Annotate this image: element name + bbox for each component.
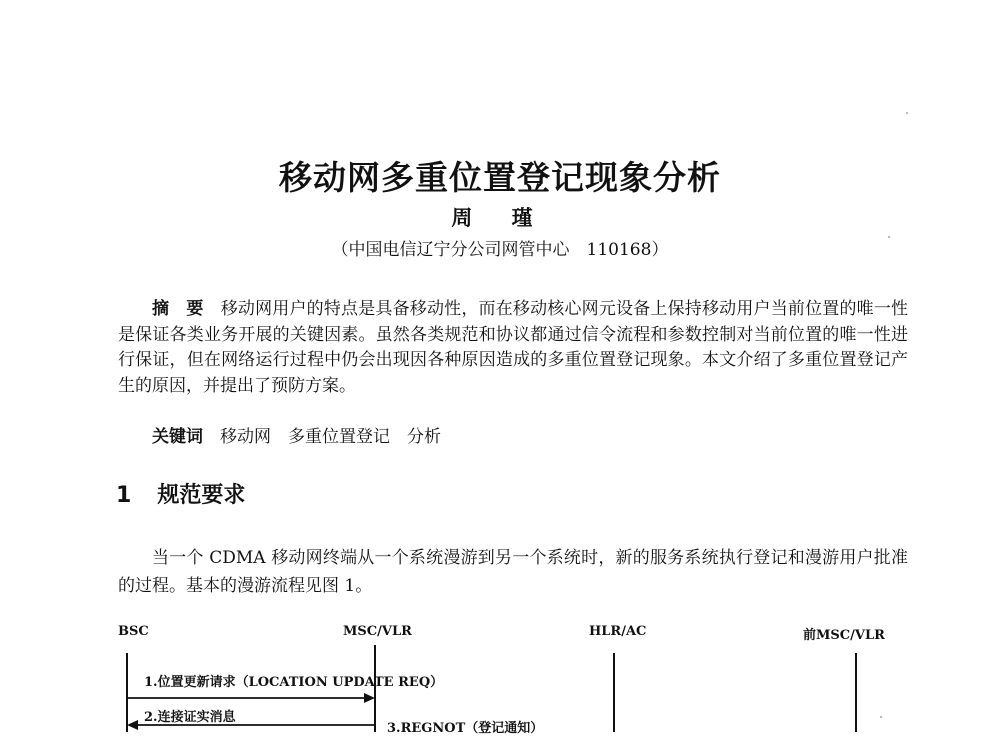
abstract-label: 摘 要 [152, 299, 204, 319]
lane-label-msc-vlr: MSC/VLR [343, 624, 412, 639]
keywords-label: 关键词 [152, 427, 203, 447]
message-2-label: 2.连接证实消息 [144, 710, 236, 725]
arrowhead-msg-1 [364, 693, 375, 703]
lane-label-bsc: BSC [118, 624, 149, 639]
message-1-label: 1.位置更新请求（LOCATION UPDATE REQ） [144, 675, 444, 690]
section-title: 规范要求 [157, 483, 246, 508]
author-name: 周 瑾 [451, 206, 549, 230]
lane-label-hlr-ac: HLR/AC [589, 624, 647, 639]
scan-speck [888, 236, 890, 238]
keywords-text: 移动网 多重位置登记 分析 [220, 427, 441, 447]
body-paragraph: 当一个 CDMA 移动网终端从一个系统漫游到另一个系统时，新的服务系统执行登记和漫游用户批准的过程。基本的漫游流程见图 1。 [118, 548, 908, 596]
abstract-text: 移动网用户的特点是具备移动性，而在移动核心网元设备上保持移动用户当前位置的唯一性是保证各类业务开展的关键因素。虽然各类规范和协议都通过信令流程和参数控制对当前位置的唯一性进行保证，但在网络运行过程中仍会出现因各种原因造成的多重位置登记现象。本文介绍了多重位置登记产生的原因，并提出了预防方案。 [118, 299, 909, 396]
scan-speck [906, 112, 908, 114]
lane-label-prev-msc-vlr: 前MSC/VLR [803, 628, 885, 643]
affiliation: （中国电信辽宁分公司网管中心 110168） [331, 240, 669, 260]
section-number: 1 [116, 483, 132, 508]
arrowhead-msg-2 [127, 720, 138, 730]
message-3-label: 3.REGNOT（登记通知） [387, 721, 544, 736]
paper-title: 移动网多重位置登记现象分析 [279, 158, 721, 197]
scan-speck [880, 716, 882, 718]
